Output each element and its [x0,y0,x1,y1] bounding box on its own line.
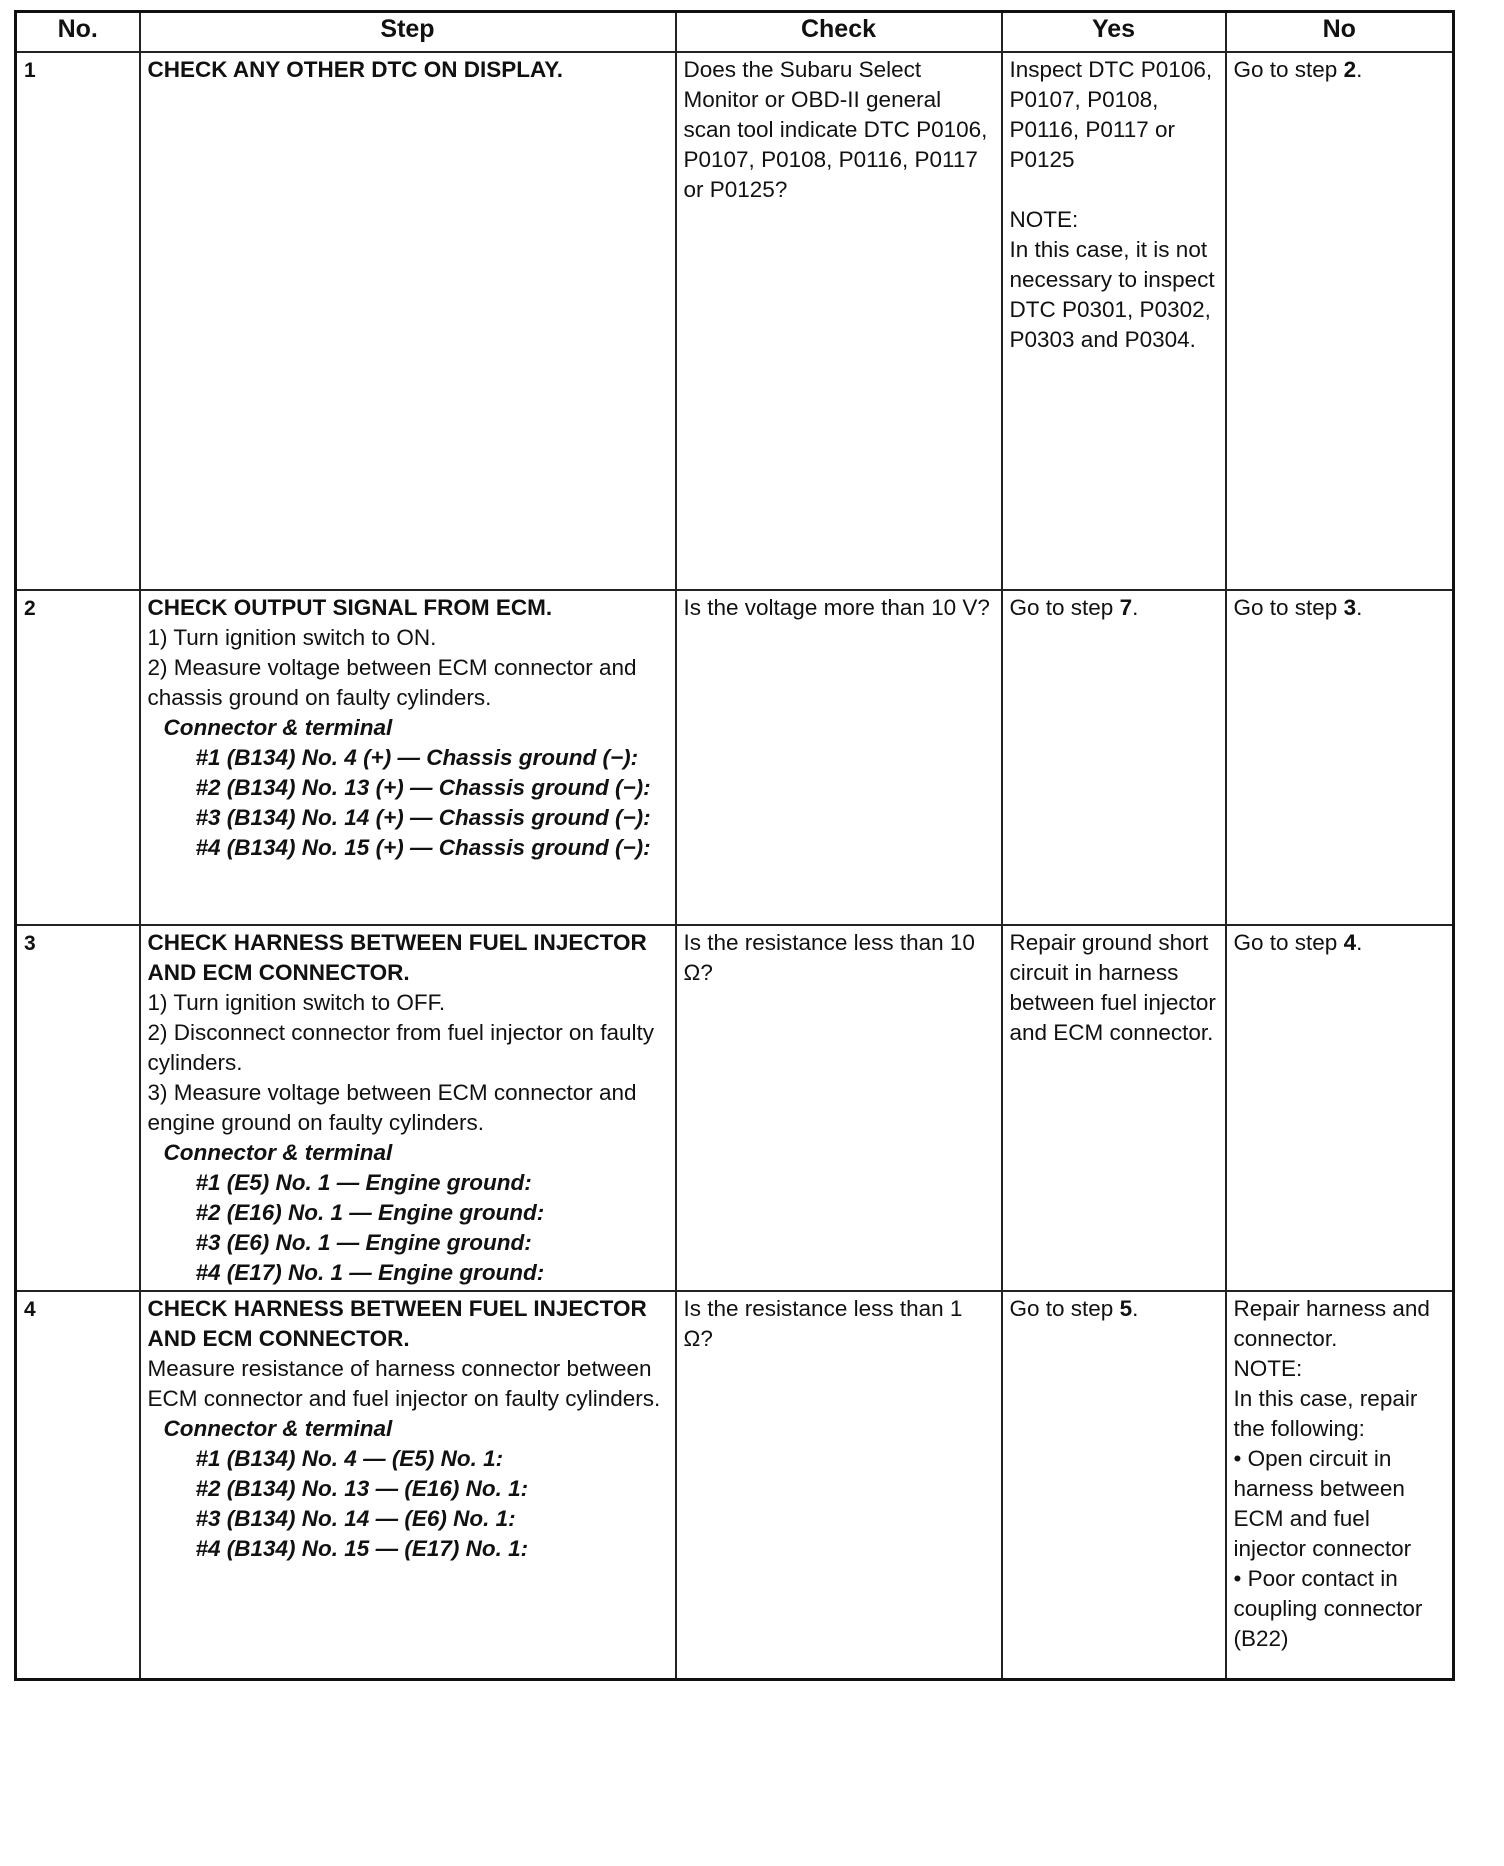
yes-text: Go to step [1009,595,1120,620]
connector-terminal-line: #2 (E16) No. 1 — Engine ground: [195,1200,545,1225]
yes-text: Go to step [1009,1296,1120,1321]
yes-step-ref: 7 [1119,595,1133,620]
step-cell [140,590,676,925]
no-step-ref: 4 [1343,930,1357,955]
step-instruction: 3) Measure voltage between ECM connector and engine ground on faulty cylinders. [147,1080,637,1135]
note-label: NOTE: [1233,1356,1303,1381]
yes-text-end: . [1132,1296,1139,1321]
no-cell [1226,52,1454,590]
connector-terminal-line: #3 (E6) No. 1 — Engine ground: [195,1230,532,1255]
step-cell [140,1291,676,1679]
step-cell [140,52,676,590]
table-row [16,590,1454,925]
check-cell [676,1291,1002,1679]
step-number: 4 [24,1298,36,1321]
no-step-ref: 2 [1343,57,1357,82]
yes-step-ref: 5 [1119,1296,1133,1321]
yes-cell [1002,1291,1226,1679]
no-cell [1226,925,1454,1291]
header-check: Check [676,12,1002,53]
step-cell [140,925,676,1291]
yes-cell [1002,590,1226,925]
step-instruction: 2) Measure voltage between ECM connector and chassis ground on faulty cylinders. [147,655,637,710]
no-text: Go to step [1233,930,1344,955]
table-row [16,52,1454,590]
no-text-end: . [1356,57,1363,82]
row-number [16,52,140,590]
connector-terminal-line: #2 (B134) No. 13 (+) — Chassis ground (−): [195,775,651,800]
connector-terminal-heading: Connector & terminal [163,1140,393,1165]
connector-terminal-line: #4 (E17) No. 1 — Engine ground: [195,1260,545,1285]
header-no: No. [16,12,140,53]
step-title: CHECK OUTPUT SIGNAL FROM ECM. [147,595,553,620]
step-instruction: 2) Disconnect connector from fuel injector on faulty cylinders. [147,1020,654,1075]
yes-text: Inspect DTC P0106, P0107, P0108, P0116, P0117 or P0125 [1009,57,1213,172]
yes-cell [1002,52,1226,590]
bullet-item: • Open circuit in harness between ECM and fuel injector connector [1233,1446,1412,1561]
step-number: 2 [24,597,36,620]
check-text: Does the Subaru Select Monitor or OBD-II general scan tool indicate DTC P0106, P0107, P0108, P0116, P0117 or P0125? [683,57,988,202]
header-step: Step [140,12,676,53]
diagnostic-table [14,10,1455,1681]
connector-terminal-line: #3 (B134) No. 14 — (E6) No. 1: [195,1506,516,1531]
connector-terminal-line: #1 (B134) No. 4 — (E5) No. 1: [195,1446,504,1471]
note-text: In this case, it is not necessary to inspect DTC P0301, P0302, P0303 and P0304. [1009,237,1215,352]
header-no-result: No [1226,12,1454,53]
note-label: NOTE: [1009,207,1079,232]
table-row [16,1291,1454,1679]
bullet-item: • Poor contact in coupling connector (B22) [1233,1566,1423,1651]
check-text: Is the resistance less than 1 Ω? [683,1296,963,1351]
no-text-end: . [1356,930,1363,955]
row-number [16,925,140,1291]
row-number [16,1291,140,1679]
no-text-end: . [1356,595,1363,620]
header-yes: Yes [1002,12,1226,53]
check-text: Is the voltage more than 10 V? [683,595,990,620]
yes-cell [1002,925,1226,1291]
check-cell [676,52,1002,590]
step-instruction: 1) Turn ignition switch to OFF. [147,990,446,1015]
step-title: CHECK HARNESS BETWEEN FUEL INJECTOR AND ECM CONNECTOR. [147,1296,647,1351]
step-number: 1 [24,59,36,82]
step-title: CHECK HARNESS BETWEEN FUEL INJECTOR AND ECM CONNECTOR. [147,930,647,985]
no-cell [1226,590,1454,925]
no-text: Repair harness and connector. [1233,1296,1430,1351]
step-title: CHECK ANY OTHER DTC ON DISPLAY. [147,57,563,82]
connector-terminal-line: #4 (B134) No. 15 — (E17) No. 1: [195,1536,529,1561]
check-text: Is the resistance less than 10 Ω? [683,930,975,985]
no-step-ref: 3 [1343,595,1357,620]
step-instruction: 1) Turn ignition switch to ON. [147,625,437,650]
row-number [16,590,140,925]
yes-text: Repair ground short circuit in harness between fuel injector and ECM connector. [1009,930,1216,1045]
no-text: Go to step [1233,595,1344,620]
header-row [16,12,1454,53]
connector-terminal-line: #1 (B134) No. 4 (+) — Chassis ground (−): [195,745,639,770]
no-cell [1226,1291,1454,1679]
step-number: 3 [24,932,36,955]
check-cell [676,590,1002,925]
table-row [16,925,1454,1291]
connector-terminal-line: #1 (E5) No. 1 — Engine ground: [195,1170,532,1195]
connector-terminal-line: #4 (B134) No. 15 (+) — Chassis ground (−): [195,835,651,860]
no-text: Go to step [1233,57,1344,82]
note-text: In this case, repair the following: [1233,1386,1418,1441]
connector-terminal-line: #2 (B134) No. 13 — (E16) No. 1: [195,1476,529,1501]
yes-text-end: . [1132,595,1139,620]
connector-terminal-line: #3 (B134) No. 14 (+) — Chassis ground (−): [195,805,651,830]
connector-terminal-heading: Connector & terminal [163,1416,393,1441]
check-cell [676,925,1002,1291]
connector-terminal-heading: Connector & terminal [163,715,393,740]
step-instruction: Measure resistance of harness connector between ECM connector and fuel injector on faulty cylinders. [147,1356,661,1411]
